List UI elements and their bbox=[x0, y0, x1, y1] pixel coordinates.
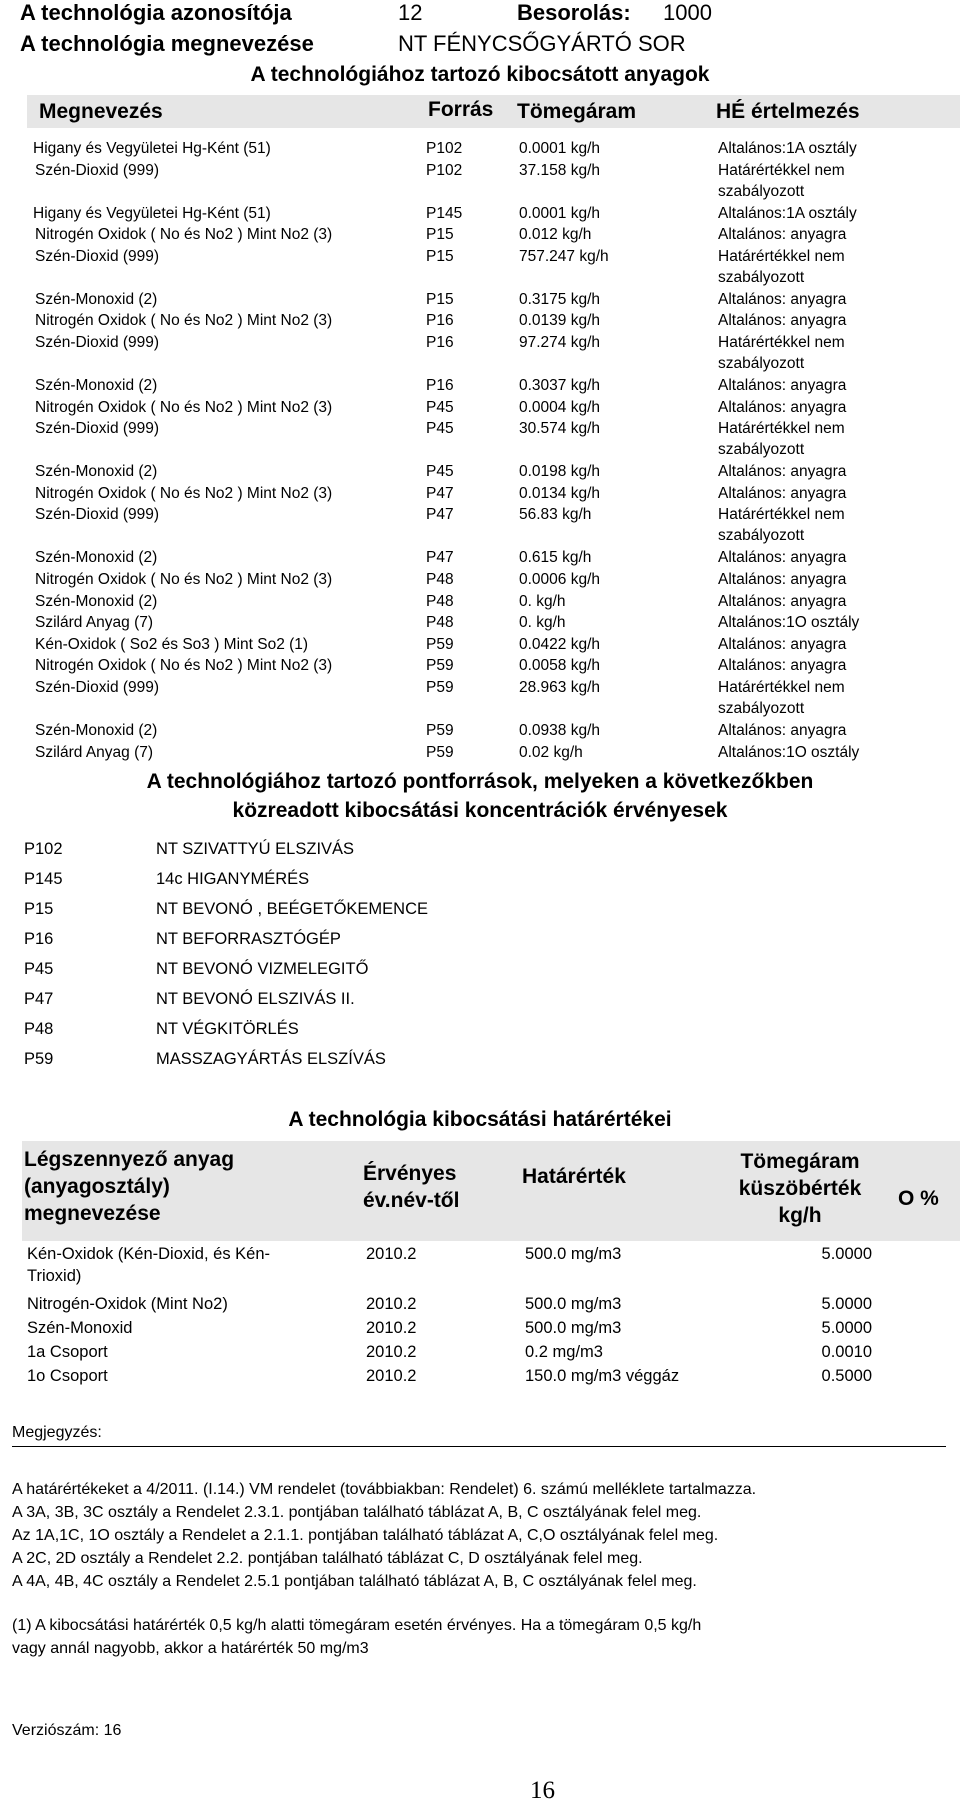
valid-from: 2010.2 bbox=[366, 1343, 417, 1361]
mass-flow: 0.012 kg/h bbox=[519, 226, 592, 244]
version-number: Verziószám: 16 bbox=[12, 1722, 122, 1739]
emission-source: P16 bbox=[426, 312, 454, 330]
source-code: P45 bbox=[24, 960, 54, 978]
emission-source: P59 bbox=[426, 635, 454, 653]
limit-interpretation: Határértékkel nem bbox=[718, 334, 845, 351]
source-name: NT BEVONÓ , BEÉGETŐKEMENCE bbox=[156, 900, 429, 918]
note-line: A határértékeket a 4/2011. (I.14.) VM rendelet (továbbiakban: Rendelet) 6. számú melléklete tartalmazza. bbox=[12, 1481, 757, 1498]
pollutant-name: Szén-Monoxid bbox=[27, 1319, 133, 1337]
valid-from: 2010.2 bbox=[366, 1367, 417, 1385]
mass-flow: 0.0001 kg/h bbox=[519, 204, 601, 222]
technology-id-label: A technológia azonosítója bbox=[20, 0, 292, 25]
limit-interpretation: Altalános: anyagra bbox=[718, 290, 847, 308]
mass-flow: 0.0006 kg/h bbox=[519, 571, 601, 588]
limit-interpretation: Altalános: anyagra bbox=[718, 571, 847, 588]
substance-name: Szén-Monoxid (2) bbox=[35, 722, 158, 739]
mass-flow: 0.0058 kg/h bbox=[519, 657, 601, 675]
mass-flow: 0.3037 kg/h bbox=[519, 377, 601, 394]
emission-source: P16 bbox=[426, 334, 454, 351]
limit-value: 0.2 mg/m3 bbox=[525, 1343, 603, 1361]
emission-source: P16 bbox=[426, 377, 454, 394]
substance-name: Szilárd Anyag (7) bbox=[35, 614, 154, 632]
mass-flow: 97.274 kg/h bbox=[519, 334, 601, 351]
limit-interpretation: Altalános: anyagra bbox=[718, 722, 847, 739]
substance-name: Szén-Dioxid (999) bbox=[35, 161, 160, 179]
valid-from: 2010.2 bbox=[366, 1295, 417, 1313]
mass-flow: 0.3175 kg/h bbox=[519, 290, 601, 308]
limit-interpretation: Altalános: anyagra bbox=[718, 549, 847, 567]
source-code: P16 bbox=[24, 930, 54, 948]
limit-value: 150.0 mg/m3 véggáz bbox=[525, 1367, 680, 1385]
source-code: P102 bbox=[24, 840, 63, 858]
substance-name: Higany és Vegyületei Hg-Ként (51) bbox=[33, 204, 271, 222]
substance-name: Nitrogén Oxidok ( No és No2 ) Mint No2 (3) bbox=[35, 657, 333, 675]
substance-name: Nitrogén Oxidok ( No és No2 ) Mint No2 (3) bbox=[35, 484, 333, 502]
emission-source: P48 bbox=[426, 592, 454, 610]
limit-interpretation: Határértékkel nem bbox=[718, 247, 845, 265]
col-valid-header: Érvényes év.név-től bbox=[363, 1162, 460, 1212]
substance-name: Higany és Vegyületei Hg-Ként (51) bbox=[33, 140, 271, 157]
emission-source: P48 bbox=[426, 571, 454, 588]
limit-interpretation: Altalános: anyagra bbox=[718, 463, 847, 481]
source-name: NT BEVONÓ VIZMELEGITŐ bbox=[156, 960, 369, 978]
valid-from: 2010.2 bbox=[366, 1319, 417, 1337]
substance-name: Szén-Monoxid (2) bbox=[35, 463, 158, 481]
footnote-line1: (1) A kibocsátási határérték 0,5 kg/h alatti tömegáram esetén érvényes. Ha a tömegáram 0,5 kg/h bbox=[12, 1617, 702, 1634]
mass-flow: 0.0134 kg/h bbox=[519, 484, 601, 502]
emission-source: P45 bbox=[426, 463, 454, 481]
mass-flow: 0. kg/h bbox=[519, 614, 566, 632]
substance-name: Szén-Monoxid (2) bbox=[35, 549, 158, 567]
mass-flow: 0.0938 kg/h bbox=[519, 722, 601, 739]
col-name-header: Megnevezés bbox=[39, 100, 163, 123]
flow-threshold: 5.0000 bbox=[821, 1319, 872, 1337]
mass-flow: 0.0139 kg/h bbox=[519, 312, 601, 330]
limit-interpretation-cont: szabályozott bbox=[718, 355, 805, 372]
emissions-title: A technológiához tartozó kibocsátott anyagok bbox=[250, 63, 710, 86]
flow-threshold: 5.0000 bbox=[821, 1295, 872, 1313]
source-name: 14c HIGANYMÉRÉS bbox=[156, 870, 310, 888]
source-code: P15 bbox=[24, 900, 54, 918]
substance-name: Szén-Monoxid (2) bbox=[35, 377, 158, 394]
source-code: P48 bbox=[24, 1020, 54, 1038]
emission-source: P59 bbox=[426, 679, 454, 696]
mass-flow: 0.0422 kg/h bbox=[519, 635, 601, 653]
notes-divider bbox=[12, 1446, 946, 1447]
limit-value: 500.0 mg/m3 bbox=[525, 1319, 622, 1337]
substance-name: Nitrogén Oxidok ( No és No2 ) Mint No2 (3) bbox=[35, 571, 333, 588]
mass-flow: 757.247 kg/h bbox=[519, 247, 609, 265]
limit-interpretation-cont: szabályozott bbox=[718, 441, 805, 459]
notes-heading: Megjegyzés: bbox=[12, 1424, 102, 1441]
substance-name: Nitrogén Oxidok ( No és No2 ) Mint No2 (3) bbox=[35, 312, 333, 330]
source-name: MASSZAGYÁRTÁS ELSZÍVÁS bbox=[156, 1050, 386, 1068]
emission-source: P15 bbox=[426, 290, 454, 308]
mass-flow: 30.574 kg/h bbox=[519, 420, 601, 438]
limit-interpretation: Határértékkel nem bbox=[718, 506, 845, 524]
source-name: NT VÉGKITÖRLÉS bbox=[156, 1020, 299, 1038]
mass-flow: 56.83 kg/h bbox=[519, 506, 592, 524]
page-number: 16 bbox=[530, 1777, 555, 1804]
col-he-header: HÉ értelmezés bbox=[716, 100, 860, 123]
classification-label: Besorolás: bbox=[517, 0, 631, 25]
emission-source: P15 bbox=[426, 247, 454, 265]
limit-interpretation-cont: szabályozott bbox=[718, 700, 805, 717]
emission-source: P47 bbox=[426, 549, 454, 567]
note-line: A 3A, 3B, 3C osztály a Rendelet 2.3.1. pontjában található táblázat A, B, C osztályának felel meg. bbox=[12, 1504, 702, 1521]
col-pollutant-header: Légszennyező anyag (anyagosztály) megnevezése bbox=[24, 1148, 235, 1225]
substance-name: Nitrogén Oxidok ( No és No2 ) Mint No2 (3) bbox=[35, 226, 333, 244]
note-line: A 2C, 2D osztály a Rendelet 2.2. pontjában található táblázat C, D osztályának felel meg. bbox=[12, 1550, 643, 1567]
substance-name: Szén-Monoxid (2) bbox=[35, 592, 158, 610]
limit-interpretation: Határértékkel nem bbox=[718, 420, 845, 438]
col-o-percent-header: O % bbox=[898, 1187, 939, 1210]
source-code: P47 bbox=[24, 990, 54, 1008]
limit-interpretation: Altalános: anyagra bbox=[718, 226, 847, 244]
emission-source: P45 bbox=[426, 398, 454, 416]
pollutant-name: Kén-Oxidok (Kén-Dioxid, és Kén- bbox=[27, 1245, 271, 1263]
point-sources-title-line2: közreadott kibocsátási koncentrációk érvényesek bbox=[232, 799, 728, 822]
technology-name-value: NT FÉNYCSŐGYÁRTÓ SOR bbox=[398, 31, 686, 56]
limit-interpretation: Altalános: anyagra bbox=[718, 657, 847, 675]
emission-source: P48 bbox=[426, 614, 454, 632]
limits-title: A technológia kibocsátási határértékei bbox=[288, 1108, 672, 1131]
footnote-line2: vagy annál nagyobb, akkor a határérték 50 mg/m3 bbox=[12, 1640, 369, 1657]
mass-flow: 0.0001 kg/h bbox=[519, 140, 601, 157]
limit-interpretation: Altalános: anyagra bbox=[718, 635, 847, 653]
substance-name: Szén-Dioxid (999) bbox=[35, 506, 160, 524]
pollutant-name-cont: Trioxid) bbox=[27, 1267, 82, 1285]
substance-name: Kén-Oxidok ( So2 és So3 ) Mint So2 (1) bbox=[35, 635, 309, 653]
limit-interpretation-cont: szabályozott bbox=[718, 268, 805, 286]
limit-interpretation: Altalános: anyagra bbox=[718, 592, 847, 610]
limit-value: 500.0 mg/m3 bbox=[525, 1245, 622, 1263]
emission-source: P59 bbox=[426, 722, 454, 739]
pollutant-name: Nitrogén-Oxidok (Mint No2) bbox=[27, 1295, 228, 1313]
limit-interpretation: Altalános: anyagra bbox=[718, 377, 847, 394]
note-line: A 4A, 4B, 4C osztály a Rendelet 2.5.1 pontjában található táblázat A, B, C osztályának felel meg. bbox=[12, 1573, 697, 1590]
emission-source: P102 bbox=[426, 161, 463, 179]
limit-interpretation: Határértékkel nem bbox=[718, 161, 845, 179]
mass-flow: 28.963 kg/h bbox=[519, 679, 601, 696]
mass-flow: 37.158 kg/h bbox=[519, 161, 601, 179]
col-limit-header: Határérték bbox=[522, 1165, 626, 1188]
substance-name: Nitrogén Oxidok ( No és No2 ) Mint No2 (3) bbox=[35, 398, 333, 416]
mass-flow: 0. kg/h bbox=[519, 592, 566, 610]
col-source-header: Forrás bbox=[428, 98, 494, 121]
emission-source: P47 bbox=[426, 484, 454, 502]
pollutant-name: 1o Csoport bbox=[27, 1367, 108, 1385]
substance-name: Szilárd Anyag (7) bbox=[35, 743, 154, 761]
emission-source: P102 bbox=[426, 140, 463, 157]
flow-threshold: 5.0000 bbox=[821, 1245, 872, 1263]
substance-name: Szén-Monoxid (2) bbox=[35, 290, 158, 308]
emission-source: P59 bbox=[426, 743, 454, 761]
limit-interpretation: Altalános:1O osztály bbox=[718, 614, 860, 632]
flow-threshold: 0.5000 bbox=[821, 1367, 872, 1385]
substance-name: Szén-Dioxid (999) bbox=[35, 679, 160, 696]
col-threshold-header: Tömegáram küszöbérték kg/h bbox=[738, 1150, 862, 1227]
substance-name: Szén-Dioxid (999) bbox=[35, 247, 160, 265]
emission-source: P15 bbox=[426, 226, 454, 244]
mass-flow: 0.0198 kg/h bbox=[519, 463, 601, 481]
source-code: P145 bbox=[24, 870, 63, 888]
source-name: NT SZIVATTYÚ ELSZIVÁS bbox=[156, 840, 355, 858]
limit-value: 500.0 mg/m3 bbox=[525, 1295, 622, 1313]
emission-source: P47 bbox=[426, 506, 454, 524]
limit-interpretation-cont: szabályozott bbox=[718, 182, 805, 200]
limit-interpretation-cont: szabályozott bbox=[718, 527, 805, 545]
limit-interpretation: Altalános:1A osztály bbox=[718, 140, 857, 157]
mass-flow: 0.615 kg/h bbox=[519, 549, 592, 567]
limit-interpretation: Altalános: anyagra bbox=[718, 312, 847, 330]
limit-interpretation: Altalános: anyagra bbox=[718, 398, 847, 416]
note-line: Az 1A,1C, 1O osztály a Rendelet a 2.1.1. pontjában található táblázat A, C,O osztályának felel meg. bbox=[12, 1527, 719, 1544]
substance-name: Szén-Dioxid (999) bbox=[35, 420, 160, 438]
mass-flow: 0.0004 kg/h bbox=[519, 398, 601, 416]
substance-name: Szén-Dioxid (999) bbox=[35, 334, 160, 351]
emission-source: P45 bbox=[426, 420, 454, 438]
valid-from: 2010.2 bbox=[366, 1245, 417, 1263]
limit-interpretation: Határértékkel nem bbox=[718, 679, 845, 696]
limit-interpretation: Altalános:1A osztály bbox=[718, 204, 857, 222]
source-name: NT BEVONÓ ELSZIVÁS II. bbox=[156, 990, 355, 1008]
point-sources-title-line1: A technológiához tartozó pontforrások, melyeken a következőkben bbox=[146, 770, 814, 793]
technology-id-value: 12 bbox=[398, 0, 423, 25]
col-flow-header: Tömegáram bbox=[517, 100, 637, 123]
source-name: NT BEFORRASZTÓGÉP bbox=[156, 930, 341, 948]
limit-interpretation: Altalános:1O osztály bbox=[718, 743, 860, 761]
mass-flow: 0.02 kg/h bbox=[519, 743, 583, 761]
pollutant-name: 1a Csoport bbox=[27, 1343, 108, 1361]
limit-interpretation: Altalános: anyagra bbox=[718, 484, 847, 502]
classification-value: 1000 bbox=[663, 0, 712, 25]
technology-name-label: A technológia megnevezése bbox=[20, 31, 314, 56]
flow-threshold: 0.0010 bbox=[821, 1343, 872, 1361]
emission-source: P145 bbox=[426, 204, 463, 222]
emission-source: P59 bbox=[426, 657, 454, 675]
source-code: P59 bbox=[24, 1050, 54, 1068]
